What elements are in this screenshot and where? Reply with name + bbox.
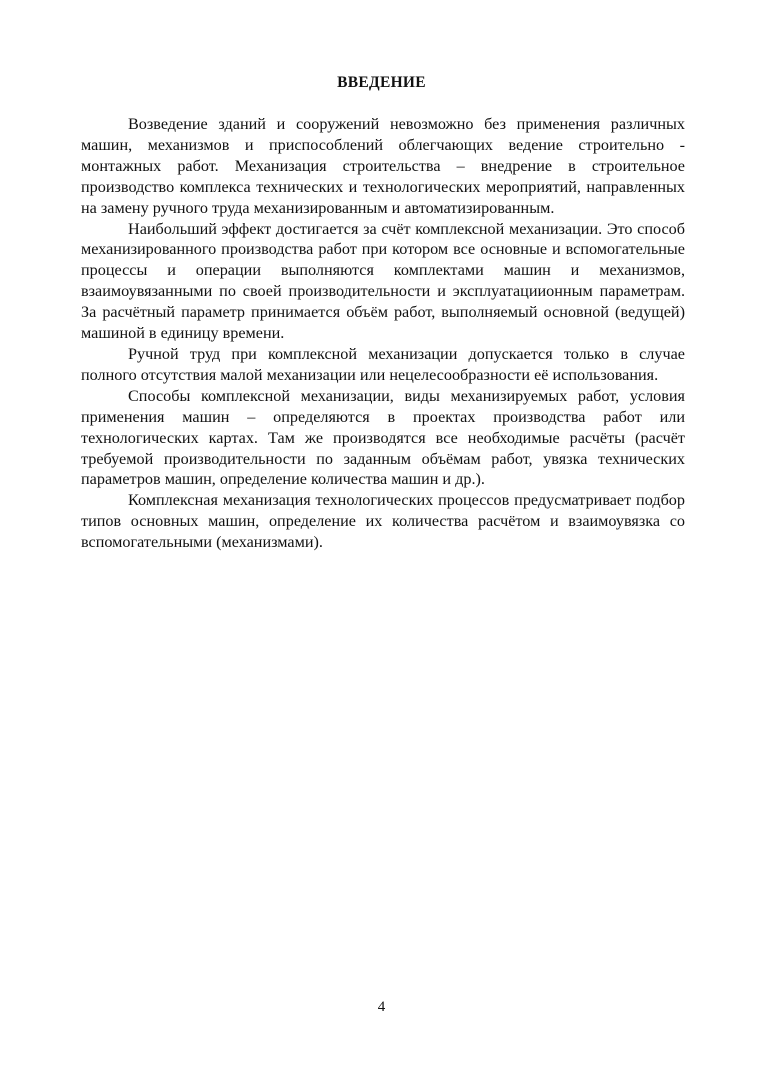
page-number: 4 (377, 999, 386, 1015)
paragraph-4: Способы комплексной механизации, виды механизируемых работ, условия применения машин – определяются в проектах производства работ или технологических картах. Там же производятся все необходимые расчёты (расчёт требуемой производительности по заданным объёмам работ, увязка технических параметров машин, определение количества машин и др.). (81, 386, 685, 489)
page-title: ВВЕДЕНИЕ (337, 74, 426, 91)
paragraph-5: Комплексная механизация технологических процессов предусматривает подбор типов основных машин, определение их количества расчётом и взаимоувязка со вспомогательными (механизмами). (81, 491, 685, 552)
paragraph-1: Возведение зданий и сооружений невозможно без применения различных машин, механизмов и приспособлений облегчающих ведение строительно - монтажных работ. Механизация строительства – внедрение в строительное производство комплекса технических и технологических мероприятий, направленных на замену ручного труда механизированным и автоматизированным. (81, 115, 685, 217)
document-body (81, 114, 685, 553)
paragraph-3: Ручной труд при комплексной механизации допускается только в случае полного отсутствия малой механизации или нецелесообразности её использования. (81, 344, 685, 384)
paragraph-2: Наибольший эффект достигается за счёт комплексной механизации. Это способ механизированного производства работ при котором все основные и вспомогательные процессы и операции выполняются комплектами машин и механизмов, взаимоувязанными по своей производительности и эксплуатациионным параметрам. За расчётный параметр принимается объём работ, выполняемый основной (ведущей) машиной в единицу времени. (81, 219, 685, 343)
